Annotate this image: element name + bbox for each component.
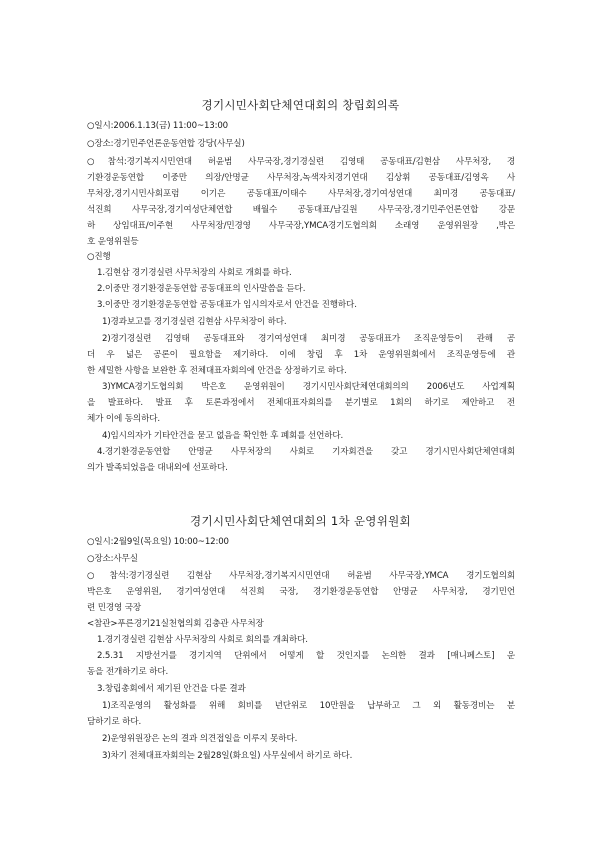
section1-title: 경기시민사회단체연대회의 창립회의록 <box>201 98 400 112</box>
section2-date: ○일시:2월9일(목요일) 10:00~12:00 <box>87 537 229 547</box>
section1-attendees-line: 석진희 사무국장,경기여성단체연합 배월수 공동대표/남길원 사무국장,경기민주언론연합 강문 <box>87 205 515 215</box>
section2-place: ○장소:사무실 <box>87 554 138 564</box>
section1-attendees-line: 하 상임대표/이주현 사무처장/민경영 사무국장,YMCA경기도협의회 소래영 운영위원장 ,박은 <box>87 221 515 231</box>
section2-subitem: 1)조직운영의 활성화를 위해 회비를 년단위로 10만원을 납부하고 그 외 활동경비는 분 <box>102 701 515 711</box>
section1-attendees-line: 호 운영위원등 <box>87 237 139 247</box>
section2-subitem: 3)차기 전체대표자회의는 2월28일(화요일) 사무실에서 하기로 하다. <box>102 751 353 761</box>
section1-subitem: 을 발표하다. 발표 후 토론과정에서 전체대표자회의를 분기별로 1회의 하기로 제안하고 전 <box>87 398 515 408</box>
section1-proceedings-heading: ○진행 <box>87 252 111 262</box>
section1-subitem: 2)경기경실련 김영태 공동대표와 경기여성연대 최미경 공동대표가 조직운영등이 관해 공 <box>102 334 515 344</box>
section1-subitem: 1)경과보고를 경기경실련 김현삼 사무처장이 하다. <box>102 317 287 327</box>
section1-attendees-line: 기환경운동연합 이중만 의장/안명균 사무처장,녹색자치경기연대 김상휘 공동대표/김영옥 사 <box>87 173 515 183</box>
section1-attendees-line: 무처장,경기시민사회포럼 이기은 공동대표/이태수 사무처장,경기여성연대 최미경 공동대표/ <box>87 189 515 199</box>
section2-item: 3.창립총회에서 제기된 안건을 다룬 결과 <box>97 684 246 694</box>
section2-observer: <참관>푸른경기21실천협의회 김충관 사무처장 <box>87 619 264 629</box>
section1-attendees-line: ○참석:경기복지시민연대 허윤범 사무국장,경기경실련 김영태 공동대표/김현삼 사무처장, 경 <box>87 157 515 167</box>
section1-subitem: 한 세밀한 사항을 보완한 후 전체대표자회의에 안건을 상정하기로 하다. <box>87 366 347 376</box>
section1-subitem: 더 우 넓은 공론이 필요함을 제기하다. 이에 창립 후 1차 운영위원회에서 조직운영등에 관 <box>87 350 515 360</box>
section1-subitem: 3)YMCA경기도협의회 박은호 운영위원이 경기시민사회단체연대회의의 2006년도 사업계획 <box>102 382 515 392</box>
section2-subitem: 담하기로 하다. <box>87 717 142 727</box>
section2-item: 동을 전개하기로 하다. <box>87 667 169 677</box>
section2-attendees-line: 박은호 운영위원, 경기여성연대 석진희 국장, 경기환경운동연합 안명균 사무처장, 경기민언 <box>87 587 515 597</box>
section2-attendees-line: ○참석:경기경실련 김현삼 사무처장,경기복지시민연대 허윤범 사무국장,YMCA 경기도협의회 <box>87 571 515 581</box>
section1-subitem: 체가 이에 동의하다. <box>87 414 160 424</box>
section2-item: 2.5.31 지방선거를 경기지역 단위에서 어떻게 할 것인지를 논의한 결과 [매니페스토] 운 <box>97 651 515 661</box>
section1-item: 4.경기환경운동연합 안명균 사무처장의 사회로 기자회견을 갖고 경기시민사회단체연대회 <box>97 447 515 457</box>
section1-item: 의가 발족되었음을 대내외에 선포하다. <box>87 463 228 473</box>
section1-place: ○장소:경기민주언론운동연합 강당(사무실) <box>87 139 245 149</box>
section1-subitem: 4)임시의자가 기타안건을 묻고 없음을 확인한 후 폐회를 선언하다. <box>102 431 344 441</box>
section1-item: 1.김현삼 경기경실련 사무처장의 사회로 개회를 하다. <box>97 268 292 278</box>
section2-attendees-line: 련 민경영 국장 <box>87 603 142 613</box>
section2-title: 경기시민사회단체연대회의 1차 운영위원회 <box>190 514 411 528</box>
section2-item: 1.경기경실련 김현삼 사무처장의 사회로 회의를 개최하다. <box>97 635 308 645</box>
section1-item: 2.이중만 경기환경운동연합 공동대표의 인사말씀을 듣다. <box>97 284 306 294</box>
section1-item: 3.이중만 경기환경운동연합 공동대표가 임시의자로서 안건을 진행하다. <box>97 300 357 310</box>
section2-subitem: 2)운영위원장은 논의 결과 의견접일을 이루지 못하다. <box>102 734 298 744</box>
section1-date: ○일시:2006.1.13(금) 11:00~13:00 <box>87 121 229 131</box>
